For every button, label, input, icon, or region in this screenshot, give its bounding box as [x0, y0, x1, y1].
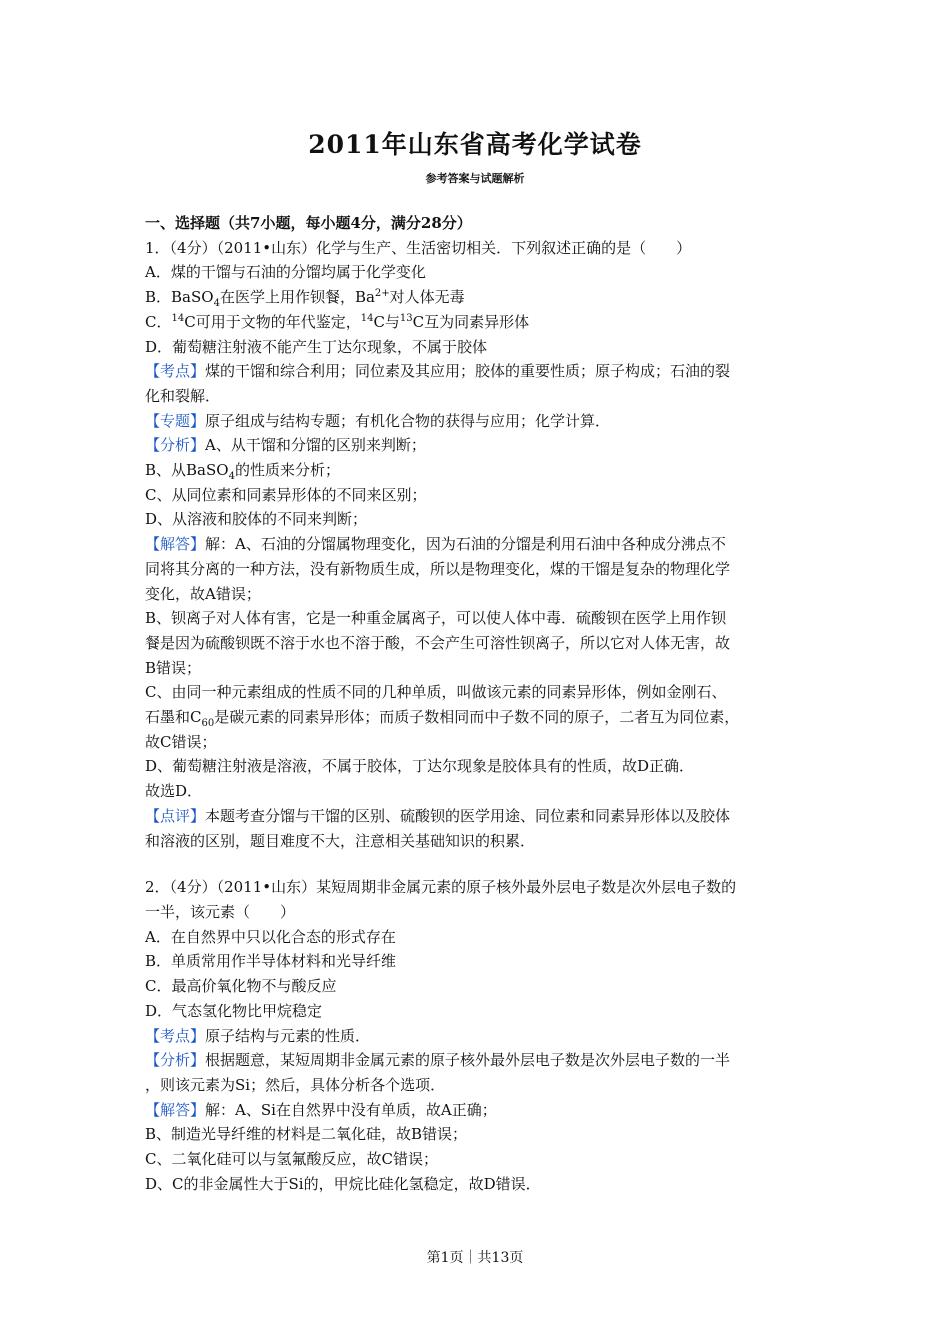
q1-fenxi-c: C、从同位素和同素异形体的不同来区别；: [145, 485, 427, 504]
q1-kaodian-cont: 化和裂解．: [145, 386, 221, 405]
q2-fenxi: 【分析】根据题意，某短周期非金属元素的原子核外最外层电子数是次外层电子数的一半: [145, 1051, 731, 1070]
page-footer: 第1页｜共13页: [426, 1250, 524, 1266]
q2-jieda-2: B、制造光导纤维的材料是二氧化硅，故B错误；: [145, 1125, 468, 1144]
q1-option-b: B．BaSO$_4$在医学上用作钡餐，$Ba^{2+}$对人体无毒: [145, 288, 465, 310]
q2-jieda: 【解答】解：A、Si在自然界中没有单质，故A正确；: [145, 1100, 497, 1119]
section-heading: 一、选择题（共7小题，每小题4分，满分28分）: [145, 214, 472, 232]
q2-option-d: D．气态氢化物比甲烷稳定: [145, 1001, 323, 1020]
q2-option-a: A．在自然界中只以化合态的形式存在: [145, 927, 396, 946]
dianping-tag: 【点评】: [145, 806, 206, 825]
q1-fenxi-b: B、从BaSO$_4$的性质来分析；: [145, 461, 340, 483]
q1-fenxi-d: D、从溶液和胶体的不同来判断；: [145, 510, 368, 529]
jieda-tag: 【解答】: [145, 1100, 206, 1119]
q2-stem-cont: 一半，该元素（ ）: [145, 902, 296, 921]
q1-jieda-7: C、由同一种元素组成的性质不同的几种单质，叫做该元素的同素异形体，例如金刚石、: [145, 683, 727, 702]
document-subtitle: 参考答案与试题解析: [425, 172, 525, 185]
kaodian-tag: 【考点】: [145, 362, 206, 381]
zhuanti-tag: 【专题】: [145, 411, 206, 430]
q1-jieda-4: B、钡离子对人体有害，它是一种重金属离子，可以使人体中毒．硫酸钡在医学上用作钡: [145, 609, 727, 628]
q1-jieda-10: D、葡萄糖注射液是溶液，不属于胶体，丁达尔现象是胶体具有的性质，故D正确．: [145, 757, 695, 776]
q1-jieda-11: 故选D．: [145, 782, 203, 801]
q1-jieda-9: 故C错误；: [145, 732, 217, 751]
q2-jieda-3: C、二氧化硅可以与氢氟酸反应，故C错误；: [145, 1150, 438, 1169]
q1-dianping: 【点评】本题考查分馏与干馏的区别、硫酸钡的医学用途、同位素和同素异形体以及胶体: [145, 806, 731, 825]
q1-jieda-6: B错误；: [145, 658, 202, 677]
q2-jieda-4: D、C的非金属性大于Si的，甲烷比硅化氢稳定，故D错误．: [145, 1174, 541, 1193]
q2-stem: 2．（4分）（2011•山东）某短周期非金属元素的原子核外最外层电子数是次外层电子数的: [145, 878, 737, 897]
document-title: 2011年山东省高考化学试卷: [308, 130, 642, 159]
question-1: [145, 236, 810, 854]
question-2: [145, 875, 810, 1196]
q1-jieda: 【解答】解：A、石油的分馏属物理变化，因为石油的分馏是利用石油中各种成分沸点不: [145, 535, 726, 554]
question-gap: [145, 853, 810, 875]
q2-fenxi-cont: ，则该元素为Si；然后，具体分析各个选项．: [145, 1075, 446, 1094]
fenxi-tag: 【分析】: [145, 436, 206, 455]
q1-option-c: C．$^{14}$C可用于文物的年代鉴定，$^{14}$C与$^{13}$C互为同素异形体: [145, 312, 530, 331]
q2-option-c: C．最高价氧化物不与酸反应: [145, 977, 337, 996]
q1-dianping-2: 和溶液的区别，题目难度不大，注意相关基础知识的积累．: [145, 831, 536, 850]
q2-kaodian: 【考点】原子结构与元素的性质．: [145, 1026, 371, 1045]
q1-jieda-2: 同将其分离的一种方法，没有新物质生成，所以是物理变化，煤的干馏是复杂的物理化学: [145, 559, 731, 578]
fenxi-tag: 【分析】: [145, 1051, 206, 1070]
q2-option-b: B．单质常用作半导体材料和光导纤维: [145, 952, 397, 971]
kaodian-tag: 【考点】: [145, 1026, 206, 1045]
q1-option-d: D．葡萄糖注射液不能产生丁达尔现象，不属于胶体: [145, 337, 488, 356]
jieda-tag: 【解答】: [145, 535, 206, 554]
q1-jieda-5: 餐是因为硫酸钡既不溶于水也不溶于酸，不会产生可溶性钡离子，所以它对人体无害，故: [145, 633, 731, 652]
document-body: [145, 211, 810, 1196]
q1-zhuanti: 【专题】原子组成与结构专题；有机化合物的获得与应用；化学计算．: [145, 411, 611, 430]
q1-stem: 1．（4分）（2011•山东）化学与生产、生活密切相关．下列叙述正确的是（ ）: [145, 238, 692, 257]
q1-fenxi: 【分析】A、从干馏和分馏的区别来判断；: [145, 436, 426, 455]
q1-option-a: A．煤的干馏与石油的分馏均属于化学变化: [145, 263, 426, 282]
q1-jieda-3: 变化，故A错误；: [145, 584, 261, 603]
q1-jieda-8: 石墨和$C_{60}$是碳元素的同素异形体；而质子数相同而中子数不同的原子，二者互为同位素，: [145, 708, 740, 730]
q1-kaodian: 【考点】煤的干馏和综合利用；同位素及其应用；胶体的重要性质；原子构成；石油的裂: [145, 362, 731, 381]
